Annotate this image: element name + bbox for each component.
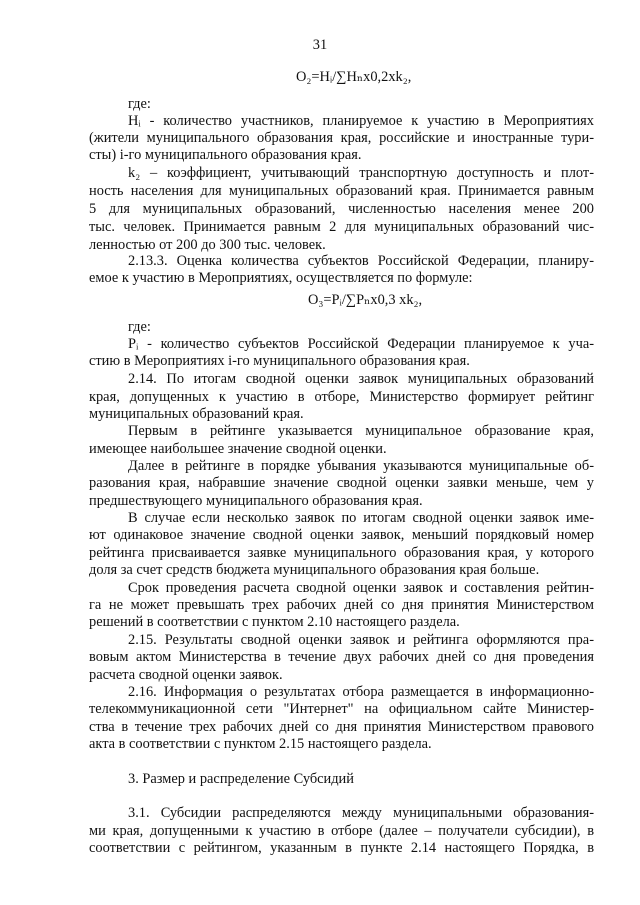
text-line: ность населения для муниципальных образований края. Принимается равным (89, 183, 594, 199)
text-line: вовым актом Министерства в течение двух рабочих дней со дня проведения (89, 649, 594, 665)
text-line: ми края, допущенными к участию в отборе (далее – получатели субсидии), в (89, 823, 594, 839)
text-line: разования края, набравшие значение сводной оценки заявки меньше, чем у (89, 475, 594, 491)
text-line: В случае если несколько заявок по итогам сводной оценки заявок име- (128, 510, 594, 526)
text-line: где: (128, 319, 151, 335)
text-line: соответствии с рейтингом, указанным в пункте 2.14 настоящего Порядка, в (89, 840, 594, 856)
text-line: (жители муниципального образования края, российские и иностранные тури- (89, 130, 594, 146)
text-line: Срок проведения расчета сводной оценки заявок и составления рейтин- (128, 580, 594, 596)
text-line: k₂ – коэффициент, учитывающий транспортную доступность и плот- (128, 165, 594, 181)
text-line: емое к участию в Мероприятиях, осуществляется по формуле: (89, 270, 473, 286)
text-line: ства в течение трех рабочих дней со дня принятия Министерством правового (89, 719, 594, 735)
text-line: акта в соответствии с пунктом 2.15 настоящего раздела. (89, 736, 432, 752)
text-line: 2.13.3. Оценка количества субъектов Российской Федерации, планиру- (128, 253, 594, 269)
text-line: сты) i-го муниципального образования края. (89, 147, 362, 163)
text-line: тыс. человек. Принимается равным 2 для муниципальных образований чис- (89, 219, 594, 235)
text-line: Далее в рейтинге в порядке убывания указываются муниципальные об- (128, 458, 594, 474)
formula-o3: О₃=Рᵢ/∑Рₙх0,3 хk₂, (308, 292, 423, 308)
text-line: 2.16. Информация о результатах отбора размещается в информационно- (128, 684, 594, 700)
section-heading: 3. Размер и распределение Субсидий (128, 771, 354, 787)
text-line: имеющее наибольшее значение сводной оценки. (89, 441, 387, 457)
text-line: муниципальных образований края. (89, 406, 304, 422)
formula-o2: О₂=Нᵢ/∑Нₙх0,2хk₂, (296, 69, 412, 85)
text-line: ют одинаковое значение сводной оценки заявок, меньший порядковый номер (89, 527, 594, 543)
text-line: доля за счет средств бюджета муниципального образования края больше. (89, 562, 540, 578)
text-line: 5 для муниципальных образований, численностью населения менее 200 (89, 201, 594, 217)
text-line: решений в соответствии с пунктом 2.10 настоящего раздела. (89, 614, 460, 630)
text-line: края, допущенных к участию в отборе, Министерство формирует рейтинг (89, 389, 594, 405)
page-number: 31 (312, 37, 328, 53)
text-line: Нᵢ - количество участников, планируемое к участию в Мероприятиях (128, 113, 594, 129)
text-line: рейтинга присваивается заявке муниципального образования края, у которого (89, 545, 594, 561)
text-line: где: (128, 96, 151, 112)
text-line: расчета сводной оценки заявок. (89, 667, 283, 683)
text-line: Первым в рейтинге указывается муниципальное образование края, (128, 423, 594, 439)
text-line: га не может превышать трех рабочих дней со дня принятия Министерством (89, 597, 594, 613)
text-line: Рᵢ - количество субъектов Российской Федерации планируемое к уча- (128, 336, 594, 352)
text-line: 2.15. Результаты сводной оценки заявок и рейтинга оформляются пра- (128, 632, 594, 648)
text-line: ленностью от 200 до 300 тыс. человек. (89, 237, 326, 253)
text-line: предшествующего муниципального образования края. (89, 493, 423, 509)
text-line: телекоммуникационной сети "Интернет" на официальном сайте Министер- (89, 701, 594, 717)
text-line: стию в Мероприятиях i-го муниципального образования края. (89, 353, 470, 369)
text-line: 3.1. Субсидии распределяются между муниципальными образования- (128, 805, 594, 821)
text-line: 2.14. По итогам сводной оценки заявок муниципальных образований (128, 371, 594, 387)
